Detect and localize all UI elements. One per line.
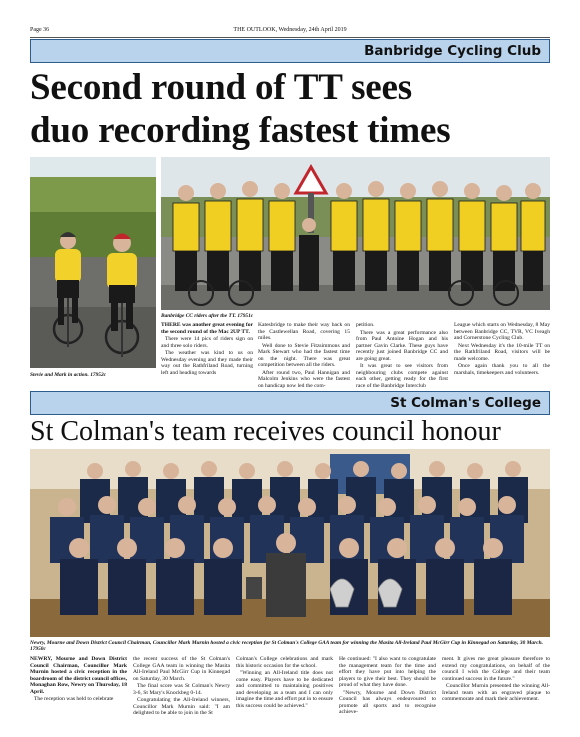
article1-column-1: [161, 322, 253, 377]
photo-caption-cyclists: Stevie and Mark in action. 17952c: [30, 372, 107, 378]
article1-col2-para-2: Well done to Stevie Fitzsimmons and Mark Stewart who had the fastest time on the night. There was great competition between all the riders.: [258, 342, 350, 368]
article2-col2-para-1: the recent success of the St Colman's College GAA team in winning the Masita All-Ireland Paul McGirr Cup in Kinnegad on Saturday, 30 March.: [133, 656, 230, 682]
article2-col2-para-2: The final score was St Colman's Newry 3-6, St Mary's Knockbeg 0-14.: [133, 683, 230, 696]
masthead: [30, 25, 550, 38]
article2-col4-para-2: "Newry, Mourne and Down District Council has always endeavoured to promote all sports and to recognise achieve-: [339, 689, 436, 715]
page-number: Page 36: [30, 27, 50, 33]
section-banner-cycling: [30, 39, 550, 63]
article2-col3-para-2: "Winning an All-Ireland title does not come easy. Players have to be dedicated and committed to maintaining positives and developing as a team and I can only imagine the time and effort put in to ensure this success could be achieved.": [236, 670, 333, 709]
article2-column-2: [133, 656, 230, 718]
article2-col5-para-1: ment. It gives me great pleasure therefore to extend my congratulations, on behalf of the council I wish the College and their team continued success in the future.": [442, 656, 550, 682]
article2-lead: NEWRY, Mourne and Down District Council Chairman, Councillor Mark Murnin hosted a civic reception in the boardroom of the district council offices, Monaghan Row, Newry on Thursday, 18 April.: [30, 656, 127, 695]
headline-line-1: Second round of TT sees: [30, 67, 412, 108]
article2-col2-para-3: Congratulating the All-Ireland winners, Councillor Mark Murnin said: "I am delighted to be able to join in the St: [133, 697, 230, 716]
article2-column-1: [30, 656, 127, 704]
paper-dateline: THE OUTLOOK, Wednesday, 24th April 2019: [233, 27, 347, 33]
article1-column-3: [356, 322, 448, 390]
section-label: St Colman's College: [390, 395, 541, 411]
article1-col3-para-3: It was great to see visitors from neighbouring clubs compete against each other, getting ready for the first race of the Banbridge Interclub: [356, 363, 448, 389]
team-photo: [30, 449, 550, 637]
article2-column-5: [442, 656, 550, 704]
group-riders-photo: [161, 157, 550, 310]
article1-col1-para-3: The weather was kind to us on Wednesday evening and they made their way out the Rathfriland Road, turning left and heading towards: [161, 350, 253, 376]
article2-column-4: [339, 656, 436, 717]
cyclists-action-photo: [30, 157, 156, 368]
article1-col4-para-1: League which starts on Wednesday, 8 May between Banbridge CC, TVR, VC Iveagh and Cornerstone Cycling Club.: [454, 322, 550, 341]
photo-caption-team: Newry, Mourne and Down District Council Chairman, Councillor Mark Murnin hosted a civic reception for St Colman's College GAA team for winning the Masita All-Ireland Paul McGirr Cup in Kinnegad on Saturday, 30 March. 17950c: [30, 640, 543, 653]
article1-lead: THERE was another great evening for the second round of the Mac 2UP TT.: [161, 322, 253, 335]
article1-column-2: [258, 322, 350, 390]
photo-caption-group: Banbridge CC riders after the TT. 17951c: [161, 313, 254, 319]
article2-col3-para-1: Colman's College celebrations and mark this historic occasion for the school.: [236, 656, 333, 669]
section-banner-college: [30, 391, 550, 415]
headline: St Colman's team receives council honour: [30, 416, 501, 447]
article1-column-4: [454, 322, 550, 377]
article1-col3-para-1: petition.: [356, 322, 375, 328]
article2-col1-para-2: The reception was held to celebrate: [34, 696, 114, 702]
article2-column-3: [236, 656, 333, 710]
article2-col4-para-1: He continued: "I also want to congratulate the management team for the time and effort they have put into helping the players to give their best. They should be proud of what they have done.: [339, 656, 436, 688]
article1-col2-para-1: Katesbridge to make their way back on the Castlewellan Road, covering 15 miles.: [258, 322, 350, 341]
article1-col4-para-3: Once again thank you to all the marshals, timekeepers and volunteers.: [454, 363, 550, 376]
article1-col2-para-3: After round two, Paul Hannigan and Malcolm Jenkins who were the fastest on handicap now led the com-: [258, 369, 350, 389]
article1-col3-para-2: There was a great performance also from Paul Antoine Hogan and his partner Gavin Clarke. These guys have recently just joined Banbridge CC and are going great.: [356, 329, 448, 362]
section-label: Banbridge Cycling Club: [364, 43, 541, 59]
article2-col5-para-2: Councillor Murnin presented the winning All-Ireland team with an engraved plaque to commemorate and mark their achievement.: [442, 683, 550, 702]
article1-col1-para-2: There were 14 pics of riders sign on and three solo riders.: [161, 336, 253, 349]
headline-line-2: duo recording fastest times: [30, 110, 451, 151]
article1-col4-para-2: Next Wednesday it's the 10-mile TT on the Rathfriland Road, visitors will be made welcome.: [454, 342, 550, 362]
